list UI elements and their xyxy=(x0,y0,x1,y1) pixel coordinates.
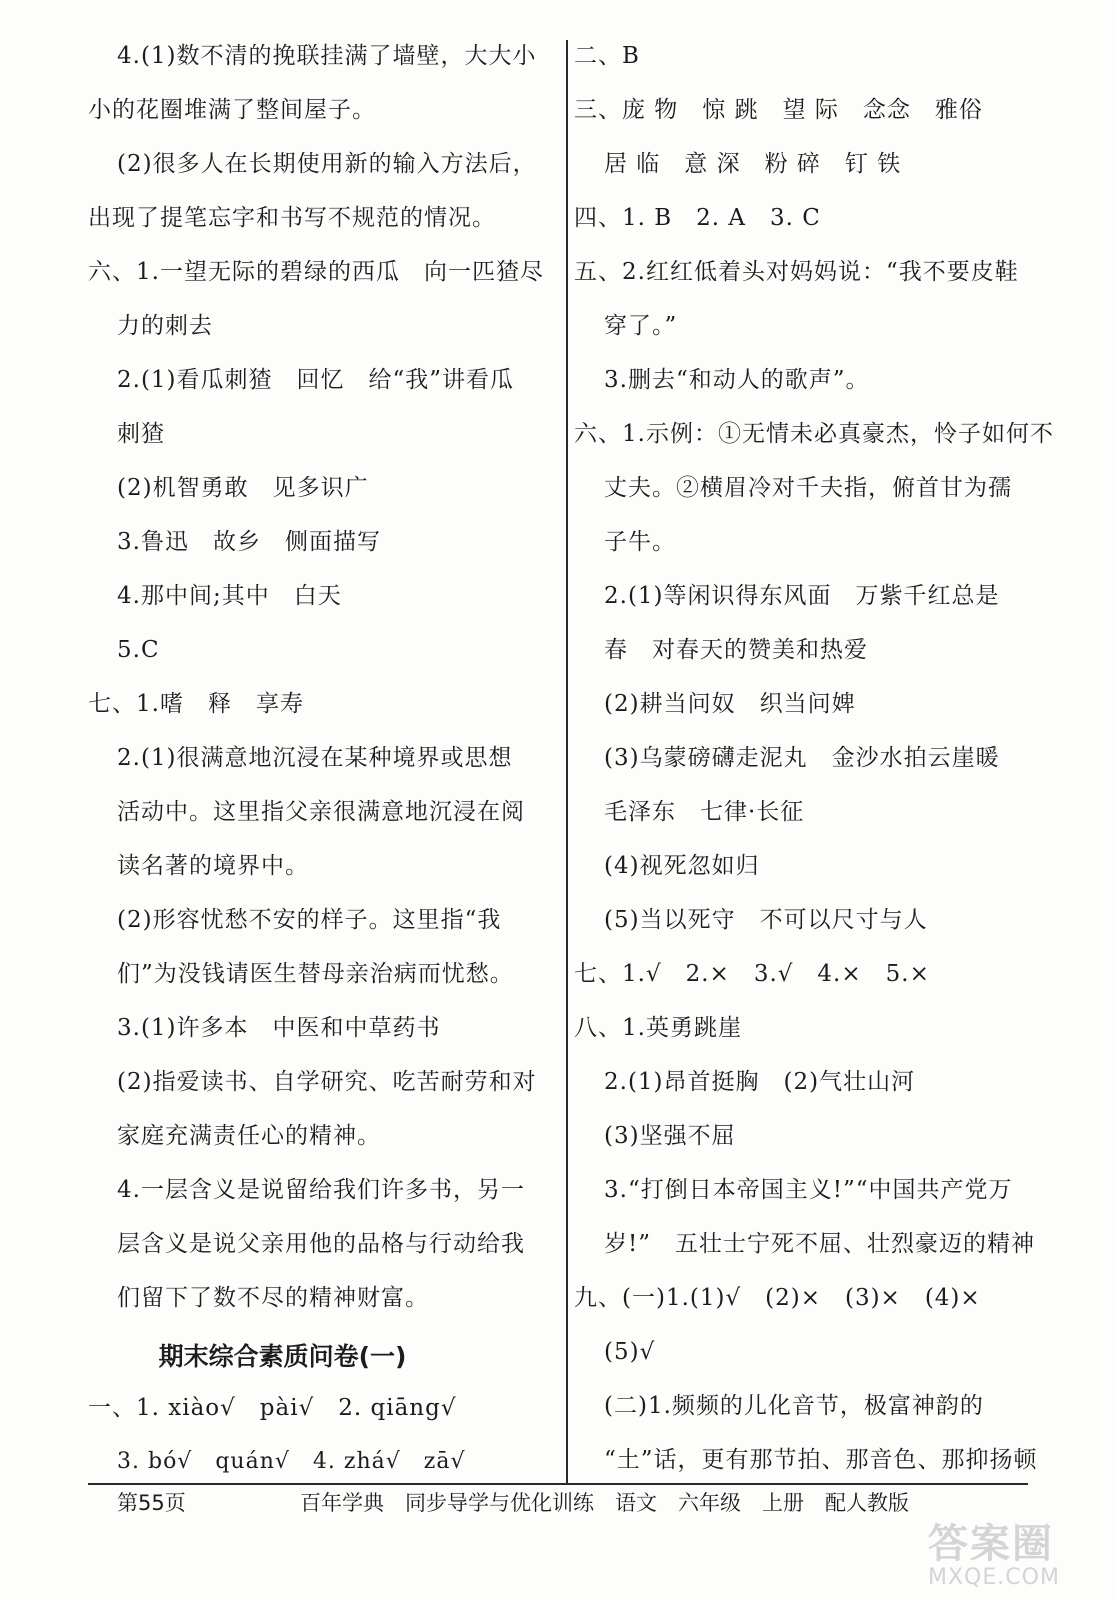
text-line: 层含义是说父亲用他的品格与行动给我 xyxy=(117,1231,525,1257)
text-line: (2)指爱读书、自学研究、吃苦耐劳和对 xyxy=(117,1069,537,1095)
footer-rule xyxy=(88,1483,1028,1485)
text-line: 3. bó√ quán√ 4. zhá√ zā√ xyxy=(117,1449,466,1474)
text-line: (2)耕当问奴 织当问婢 xyxy=(604,691,856,717)
text-line: 2.(1)昂首挺胸 (2)气壮山河 xyxy=(604,1069,916,1095)
page-number: 第55页 xyxy=(117,1491,186,1515)
text-line: 活动中。这里指父亲很满意地沉浸在阅 xyxy=(117,799,525,825)
watermark-logo-text: 答案圈 xyxy=(928,1521,1054,1567)
text-line: (二)1.频频的儿化音节，极富神韵的 xyxy=(604,1393,984,1419)
text-line: 家庭充满责任心的精神。 xyxy=(117,1123,381,1149)
text-line: 六、1.示例：①无情未必真豪杰，怜子如何不 xyxy=(574,421,1054,447)
text-line: 小的花圈堆满了整间屋子。 xyxy=(88,97,376,123)
text-line: 刺猹 xyxy=(117,421,165,447)
text-line: (4)视死忽如归 xyxy=(604,853,760,879)
text-line: 居 临 意 深 粉 碎 钉 铁 xyxy=(604,151,902,177)
text-line: “土”话，更有那节拍、那音色、那抑扬顿 xyxy=(604,1447,1038,1473)
text-line: 2.(1)等闲识得东风面 万紫千红总是 xyxy=(604,583,1000,609)
text-line: (5)√ xyxy=(604,1339,656,1365)
text-line: 穿了。” xyxy=(604,313,678,339)
text-line: 五、2.红红低着头对妈妈说：“我不要皮鞋 xyxy=(574,259,1019,285)
text-line: 三、庞 物 惊 跳 望 际 念念 雅俗 xyxy=(574,97,983,123)
text-line: 七、1.√ 2.× 3.√ 4.× 5.× xyxy=(574,961,930,987)
text-line: 读名著的境界中。 xyxy=(117,853,309,879)
text-line: 4.一层含义是说留给我们许多书，另一 xyxy=(117,1177,525,1203)
text-line: 3.“打倒日本帝国主义!”“中国共产党万 xyxy=(604,1177,1013,1203)
text-line: 春 对春天的赞美和热爱 xyxy=(604,637,868,663)
text-line: (2)机智勇敢 见多识广 xyxy=(117,475,369,501)
text-line: 丈夫。②横眉冷对千夫指，俯首甘为孺 xyxy=(604,475,1012,501)
text-line: 七、1.嗜 释 享寿 xyxy=(88,691,304,717)
text-line: 岁!” 五壮士宁死不屈、壮烈豪迈的精神 xyxy=(604,1231,1036,1257)
text-line: 八、1.英勇跳崖 xyxy=(574,1015,742,1041)
text-line: 二、B xyxy=(574,43,640,69)
text-line: 5.C xyxy=(117,637,160,663)
text-line: 4.(1)数不清的挽联挂满了墙壁，大大小 xyxy=(117,43,537,69)
text-line: 3.鲁迅 故乡 侧面描写 xyxy=(117,529,381,555)
text-line: 毛泽东 七律·长征 xyxy=(604,799,805,825)
text-line: 六、1.一望无际的碧绿的西瓜 向一匹猹尽 xyxy=(88,259,544,285)
watermark-logo xyxy=(928,1522,1096,1594)
text-line: (2)形容忧愁不安的样子。这里指“我 xyxy=(117,907,502,933)
column-divider xyxy=(566,40,568,1484)
text-line: 一、1. xiào√ pài√ 2. qiāng√ xyxy=(88,1395,457,1421)
text-line: (3)乌蒙磅礴走泥丸 金沙水拍云崖暖 xyxy=(604,745,1000,771)
text-line: 4.那中间;其中 白天 xyxy=(117,583,342,609)
text-line: 四、1. B 2. A 3. C xyxy=(574,205,821,231)
text-line: (5)当以死守 不可以尺寸与人 xyxy=(604,907,928,933)
text-line: 3.(1)许多本 中医和中草药书 xyxy=(117,1015,441,1041)
text-line: 出现了提笔忘字和书写不规范的情况。 xyxy=(88,205,496,231)
watermark-url: MXQE.COM xyxy=(928,1565,1060,1590)
text-line: 2.(1)很满意地沉浸在某种境界或思想 xyxy=(117,745,513,771)
text-line: 九、(一)1.(1)√ (2)× (3)× (4)× xyxy=(574,1285,981,1311)
text-line: 2.(1)看瓜刺猹 回忆 给“我”讲看瓜 xyxy=(117,367,515,393)
text-line: (3)坚强不屈 xyxy=(604,1123,736,1149)
text-line: 力的刺去 xyxy=(117,313,213,339)
text-line: 子牛。 xyxy=(604,529,676,555)
text-line: (2)很多人在长期使用新的输入方法后， xyxy=(117,151,537,177)
text-line: 们”为没钱请医生替母亲治病而忧愁。 xyxy=(117,961,514,987)
book-title: 百年学典 同步导学与优化训练 语文 六年级 上册 配人教版 xyxy=(300,1491,909,1515)
section-title: 期末综合素质问卷(一) xyxy=(158,1342,407,1371)
text-line: 3.删去“和动人的歌声”。 xyxy=(604,367,870,393)
text-line: 们留下了数不尽的精神财富。 xyxy=(117,1285,429,1311)
